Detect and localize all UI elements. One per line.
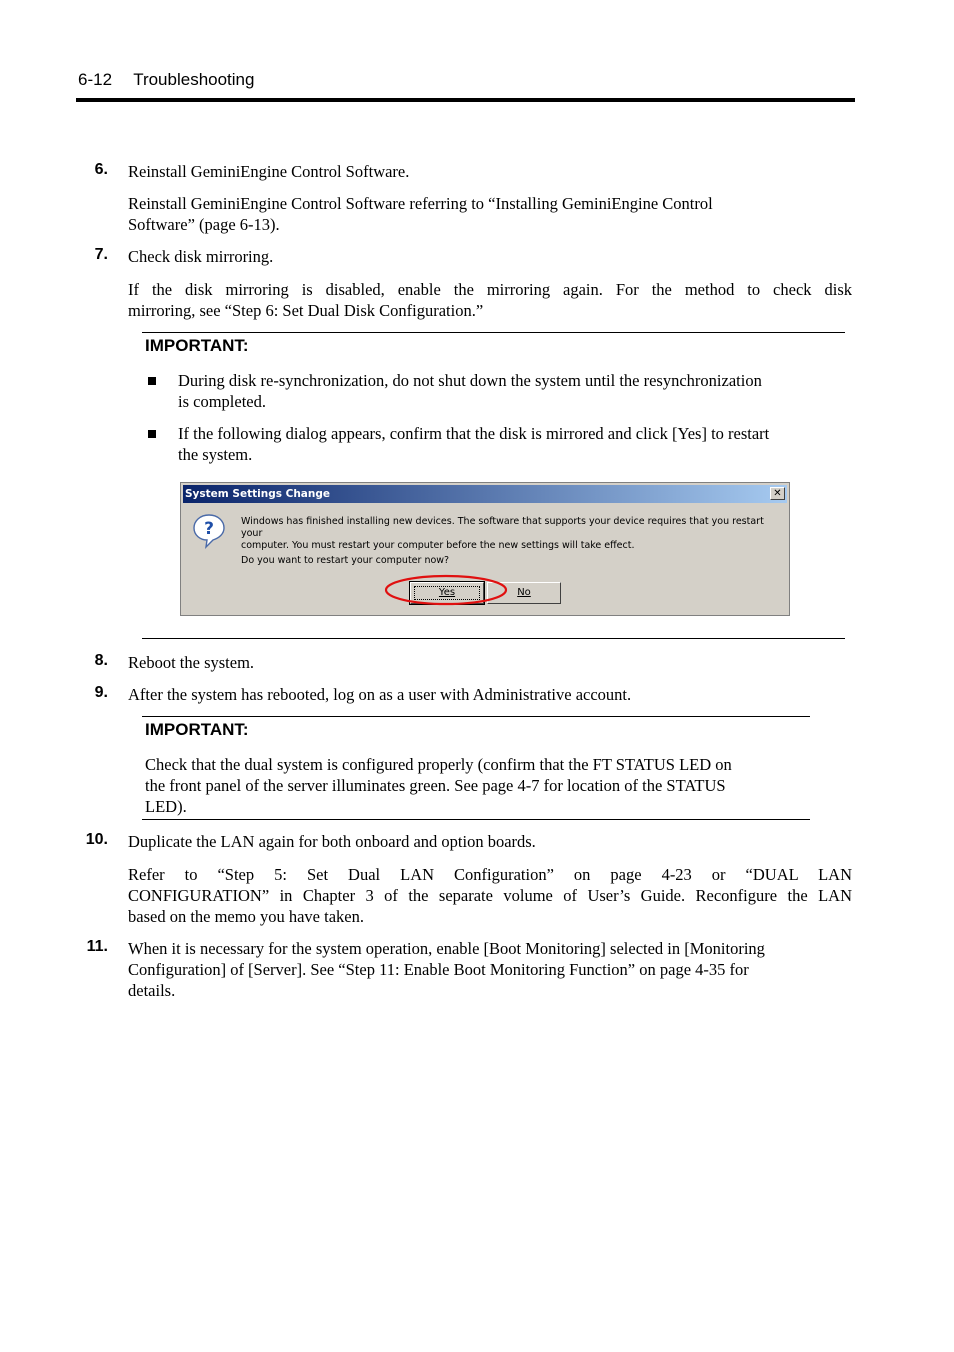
step-10-body-line: Refer to “Step 5: Set Dual LAN Configuration” on page 4-23 or “DUAL LAN xyxy=(128,865,852,884)
dialog-message-line: Windows has finished installing new devices. The software that supports your device requires that you restart your xyxy=(241,516,764,539)
step-11-body xyxy=(128,938,852,1001)
important-note xyxy=(145,754,810,817)
bullet-square-icon xyxy=(148,430,156,438)
page-number: 6-12 xyxy=(78,70,113,89)
step-6-title: Reinstall GeminiEngine Control Software. xyxy=(128,162,410,181)
bullet-square-icon xyxy=(148,377,156,385)
highlight-circle xyxy=(383,573,509,607)
important-note-line: LED). xyxy=(145,797,187,816)
bullet-line: During disk re-synchronization, do not shut down the system until the resynchronization xyxy=(178,371,762,390)
important-note-line: the front panel of the server illuminates green. See page 4-7 for location of the STATUS xyxy=(145,776,726,795)
section-title: Troubleshooting xyxy=(133,70,255,89)
step-6-body-line: Software” (page 6-13). xyxy=(128,215,280,234)
question-icon xyxy=(192,513,226,549)
header-rule xyxy=(76,98,855,102)
bullet-line: If the following dialog appears, confirm that the disk is mirrored and click [Yes] to restart xyxy=(178,424,770,443)
step-9-number: 9. xyxy=(94,684,108,701)
important-top-rule xyxy=(142,332,845,333)
important-bottom-rule xyxy=(142,819,810,820)
dialog-title-bar xyxy=(183,485,787,503)
step-8-number: 8. xyxy=(94,652,108,669)
important-bullet-1 xyxy=(178,370,848,412)
dialog-title: System Settings Change xyxy=(185,488,330,500)
yes-button-label: Yes xyxy=(438,587,456,598)
important-top-rule xyxy=(142,716,810,717)
step-7-title: Check disk mirroring. xyxy=(128,247,274,266)
step-9-title: After the system has rebooted, log on as a user with Administrative account. xyxy=(128,685,632,704)
no-button-label: No xyxy=(517,587,531,598)
step-10-title: Duplicate the LAN again for both onboard and option boards. xyxy=(128,832,536,851)
dialog-message-line: computer. You must restart your computer before the new settings will take effect. xyxy=(241,540,635,551)
step-7-body-line: mirroring, see “Step 6: Set Dual Disk Configuration.” xyxy=(128,301,484,320)
question-glyph: ? xyxy=(204,519,214,539)
important-heading: IMPORTANT: xyxy=(145,336,249,355)
step-10-number: 10. xyxy=(85,831,108,848)
step-7-number: 7. xyxy=(94,246,108,263)
important-bullet-2 xyxy=(178,423,848,465)
step-11-line: When it is necessary for the system operation, enable [Boot Monitoring] selected in [Monitoring xyxy=(128,939,765,958)
step-10-body-line: based on the memo you have taken. xyxy=(128,907,364,926)
close-icon[interactable]: ✕ xyxy=(770,487,785,500)
step-11-line: Configuration] of [Server]. See “Step 11: Enable Boot Monitoring Function” on page 4-35 for xyxy=(128,960,749,979)
step-10-body-line: CONFIGURATION” in Chapter 3 of the separate volume of User’s Guide. Reconfigure the LAN xyxy=(128,886,852,905)
step-7-body-line: If the disk mirroring is disabled, enable the mirroring again. For the method to check disk xyxy=(128,280,852,299)
important-heading: IMPORTANT: xyxy=(145,720,249,739)
step-8-title: Reboot the system. xyxy=(128,653,255,672)
step-6-number: 6. xyxy=(94,161,108,178)
step-11-number: 11. xyxy=(86,938,108,955)
running-header xyxy=(78,70,254,90)
dialog-question: Do you want to restart your computer now? xyxy=(241,555,450,566)
step-6-body-line: Reinstall GeminiEngine Control Software referring to “Installing GeminiEngine Control xyxy=(128,194,713,213)
step-7-body xyxy=(128,279,852,321)
important-bottom-rule xyxy=(142,638,845,639)
bullet-line: is completed. xyxy=(178,392,266,411)
important-note-line: Check that the dual system is configured properly (confirm that the FT STATUS LED on xyxy=(145,755,732,774)
step-11-line: details. xyxy=(128,981,176,1000)
step-6-body xyxy=(128,193,852,235)
step-10-body xyxy=(128,864,852,927)
bullet-line: the system. xyxy=(178,445,253,464)
dialog-message xyxy=(241,516,786,552)
